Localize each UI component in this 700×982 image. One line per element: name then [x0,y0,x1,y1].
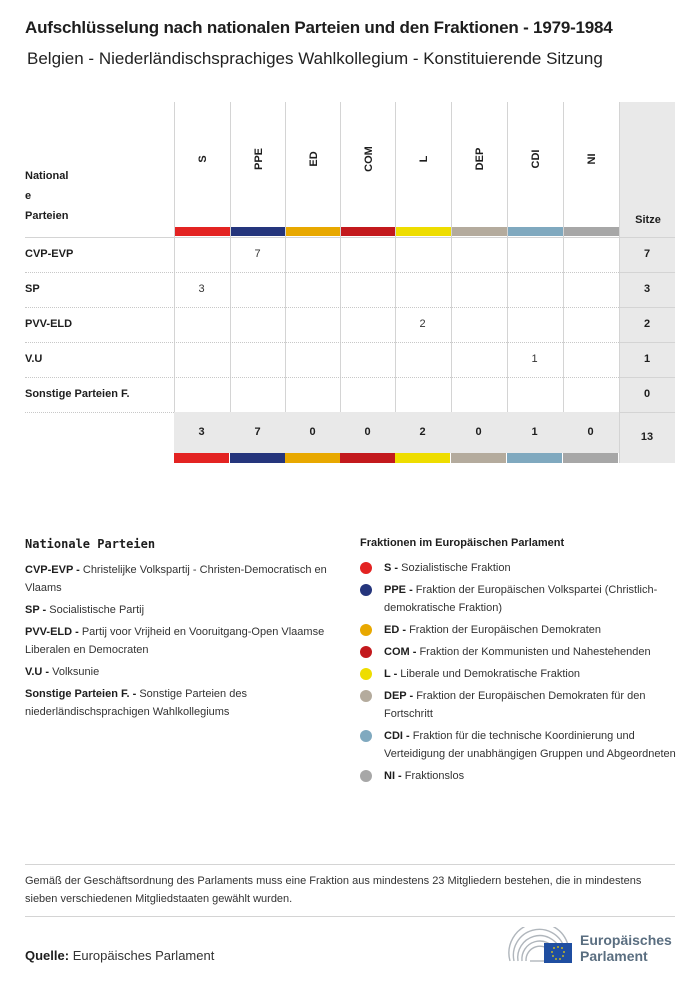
color-bar [452,227,507,236]
color-dot-icon [360,646,372,658]
legend-item [25,685,335,721]
legend-item [360,559,680,577]
cell [285,342,340,377]
source-value: Europäisches Parlament [69,948,215,963]
color-bar [230,453,285,463]
cell [507,272,562,307]
legend-item [25,561,335,597]
legend-text: Partij voor Vrijheid en Vooruitgang-Open Vlaamse Liberalen en Democraten [25,626,325,656]
column-header: S [196,155,209,163]
row-label: SP [25,283,40,295]
color-dot-icon [360,624,372,636]
cell [451,377,506,412]
total-cell: 0 [364,426,371,438]
legend-abbr: ED - [384,624,410,636]
cell [451,237,506,272]
row-label: CVP-EVP [25,248,74,260]
cell [230,272,285,307]
cell [395,272,450,307]
cell [563,342,618,377]
cell [174,342,229,377]
cell [451,307,506,342]
legend-item [360,621,680,639]
color-bar [451,453,506,463]
cell: 3 [198,283,205,295]
row-divider [619,412,675,413]
legend-item [25,663,335,681]
cell [230,342,285,377]
cell: 2 [419,318,426,330]
row-header-line: e [25,190,32,202]
total-cell: 7 [254,426,261,438]
cell [340,272,395,307]
total-cell: 1 [531,426,538,438]
column-header: NI [585,153,598,165]
color-bar [340,453,395,463]
color-bar [174,453,229,463]
cell [340,377,395,412]
legend-text: Liberale und Demokratische Fraktion [400,668,581,680]
table-row [25,342,675,377]
footnote: Gemäß der Geschäftsordnung des Parlaments muss eine Fraktion aus mindestens 23 Mitgliedern bestehen, die in mindestens sieben verschiedenen Mitgliedstaaten gewählt wurden. [25,875,642,905]
cell [285,272,340,307]
color-dot-icon [360,562,372,574]
cell [340,342,395,377]
total-cell: 0 [587,426,594,438]
legend-title: Nationale Parteien [25,537,156,551]
legend-abbr: SP - [25,604,50,616]
legend-abbr: V.U - [25,666,53,678]
cell [285,377,340,412]
cell [395,377,450,412]
logo-text [580,932,672,964]
legend-abbr: PVV-ELD - [25,626,82,638]
color-dot-icon [360,668,372,680]
cell [174,237,229,272]
legend-item [360,687,680,723]
table-row [25,377,675,412]
color-dot-icon [360,584,372,596]
row-label: V.U [25,353,43,365]
legend-item [360,643,680,661]
legend-national-parties [25,537,335,725]
column-header: PPE [252,147,265,171]
total-cell: 3 [198,426,205,438]
color-bar [341,227,396,236]
legend-text: Christelijke Volkspartij - Christen-Democratisch en Vlaams [25,564,327,594]
page-title: Aufschlüsselung nach nationalen Parteien und den Fraktionen - 1979-1984 [25,18,613,37]
legend-text: Fraktionslos [404,770,465,782]
row-label: PVV-ELD [25,318,73,330]
row-header-line: Parteien [25,210,69,222]
legend-abbr: S - [384,562,402,574]
legend-abbr: CVP-EVP - [25,564,83,576]
total-cell: 0 [309,426,316,438]
legend-text: Fraktion der Europäischen Volkspartei (Christlich-demokratische Fraktion) [384,584,658,614]
legend-text: Fraktion der Europäischen Demokraten [409,624,602,636]
color-bar [563,453,618,463]
legend-text: Sozialistische Fraktion [401,562,511,574]
column-header: L [417,155,430,163]
cell: 7 [254,248,261,260]
color-bar [285,453,340,463]
cell [563,377,618,412]
cell [507,377,562,412]
cell [174,377,229,412]
color-bar [286,227,341,236]
cell [563,307,618,342]
column-header: CDI [529,149,542,169]
cell [340,307,395,342]
color-bar [175,227,230,236]
cell [395,237,450,272]
color-dot-icon [360,770,372,782]
seats-cell: 3 [643,283,651,295]
legend-abbr: NI - [384,770,405,782]
source-label: Quelle: [25,948,70,963]
legend-item [25,623,335,659]
legend-item [360,727,680,763]
cell [340,237,395,272]
cell: 1 [531,353,538,365]
legend-abbr: Sonstige Parteien F. - [25,688,140,700]
legend-abbr: COM - [384,646,420,658]
row-label: Sonstige Parteien F. [25,388,130,400]
color-bar [564,227,619,236]
legend-title: Fraktionen im Europäischen Parlament [360,537,565,549]
cell [563,237,618,272]
legend-item [25,601,335,619]
seats-cell: 0 [643,388,651,400]
page-subtitle: Belgien - Niederländischsprachiges Wahlkollegium - Konstituierende Sitzung [27,49,603,68]
color-bar [508,227,563,236]
color-dot-icon [360,690,372,702]
hemicycle-icon [508,927,574,967]
seats-cell: 1 [643,353,651,365]
legend-abbr: DEP - [384,690,417,702]
cell [507,237,562,272]
row-header [25,166,165,226]
table-row [25,272,675,307]
total-cell: 2 [419,426,426,438]
legend-groups [360,537,680,789]
row-divider [25,412,174,413]
seats-cell: 2 [643,318,651,330]
legend-abbr: PPE - [384,584,416,596]
legend-abbr: CDI - [384,730,413,742]
cell [563,272,618,307]
footer-divider [25,916,675,917]
seats-cell: 7 [643,248,651,260]
column-header: ED [307,151,320,167]
grand-total: 13 [640,431,654,443]
legend-text: Fraktion der Europäischen Demokraten für den Fortschritt [384,690,646,720]
legend-text: Sonstige Parteien des niederländischsprachigen Wahlkollegiums [25,688,247,718]
cell [230,377,285,412]
seats-header: Sitze [635,214,661,226]
total-cell: 0 [475,426,482,438]
color-dot-icon [360,730,372,742]
table-row [25,237,675,272]
legend-text: Fraktion für die technische Koordinierung und Verteidigung der unabhängigen Gruppen und Abgeordneten [384,730,676,760]
cell [395,342,450,377]
cell [451,342,506,377]
column-header: COM [362,146,375,172]
color-bar [396,227,451,236]
legend-text: Fraktion der Kommunisten und Nahestehenden [419,646,651,658]
row-header-line: National [25,170,69,182]
legend-text: Socialistische Partij [49,604,145,616]
color-bar [395,453,450,463]
color-bar [507,453,562,463]
table-row [25,307,675,342]
legend-item [360,581,680,617]
source [25,948,214,963]
cell [285,237,340,272]
legend-text: Volksunie [52,666,100,678]
cell [451,272,506,307]
legend-abbr: L - [384,668,401,680]
logo-line: Parlament [580,948,648,964]
cell [507,307,562,342]
color-bar [231,227,286,236]
legend-item [360,767,680,785]
cell [230,307,285,342]
cell [174,307,229,342]
cell [285,307,340,342]
legend-item [360,665,680,683]
ep-logo [508,927,678,967]
logo-line: Europäisches [580,932,672,948]
footer-divider [25,864,675,865]
column-header: DEP [473,147,486,171]
